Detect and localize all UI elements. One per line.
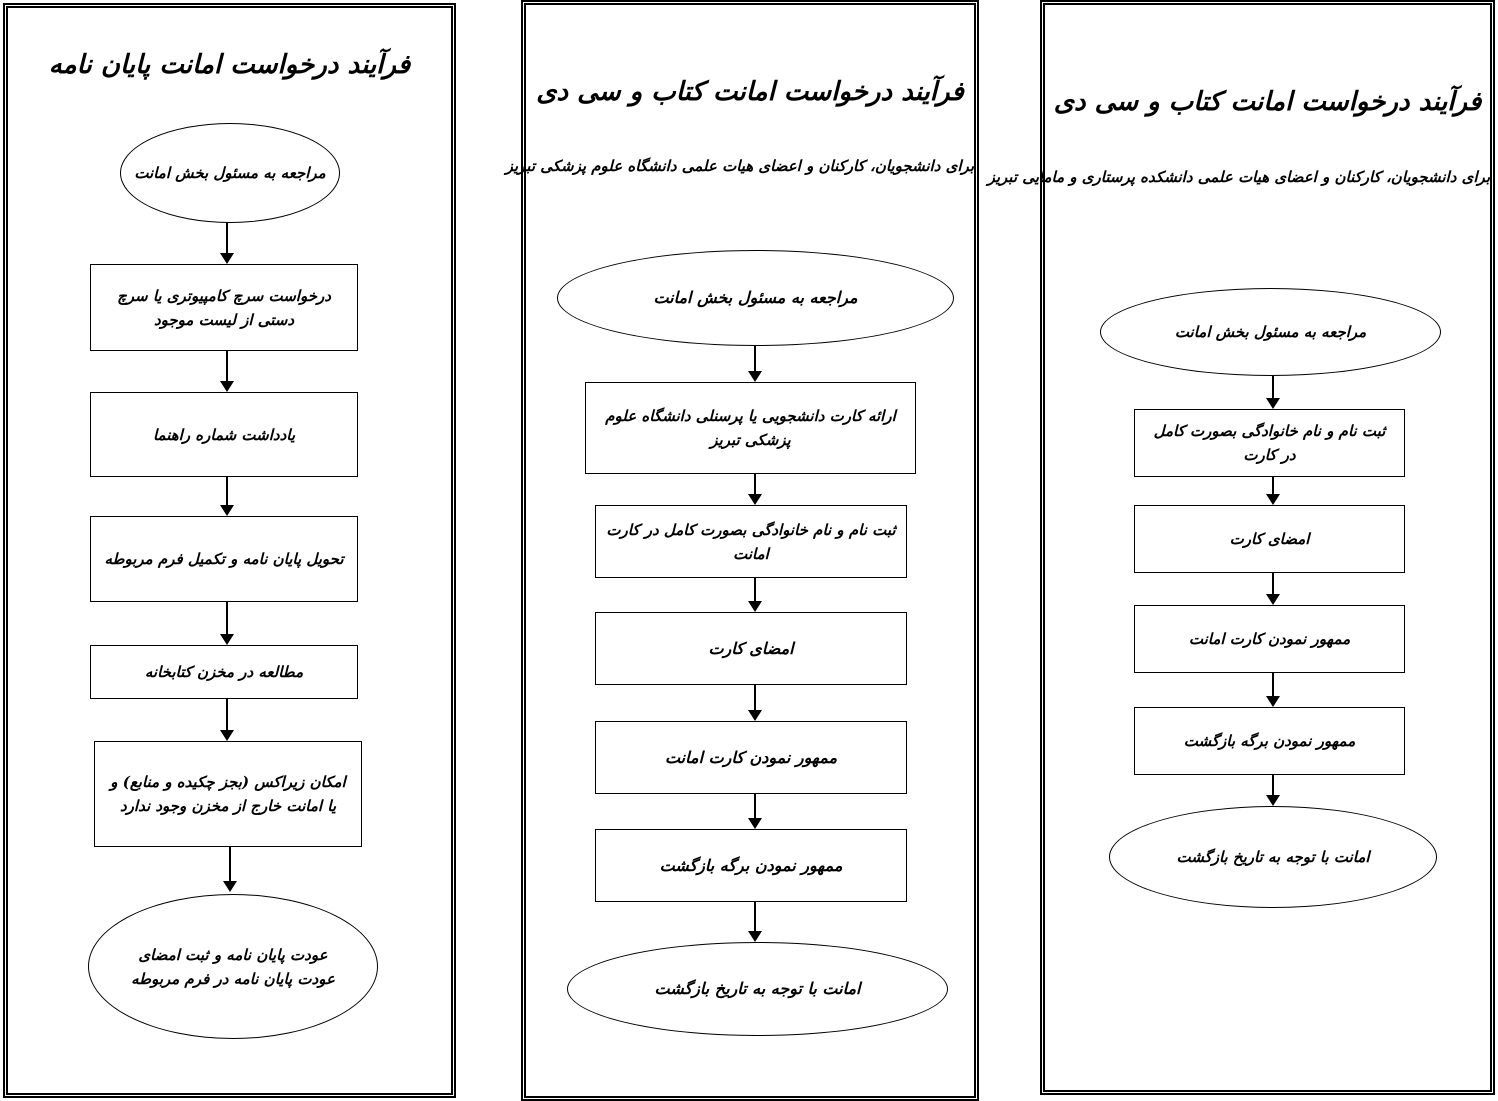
flow-node-step — [90, 264, 358, 351]
node-label: امانت با توجه به تاریخ بازگشت — [654, 979, 861, 999]
flow-arrow — [1266, 573, 1280, 605]
flow-node-start — [1100, 288, 1441, 376]
node-label: یادداشت شماره راهنما — [152, 425, 296, 444]
node-label: ممهور نمودن کارت امانت — [1188, 630, 1351, 648]
flow-arrow — [748, 474, 762, 505]
flow-node-end — [88, 894, 378, 1039]
panel-book-cd-loan-university — [505, 0, 979, 1101]
node-label: ارائه کارت دانشجویی یا پرسنلی دانشگاه علوم پزشکی تبریز — [605, 407, 896, 449]
flow-arrow — [748, 794, 762, 829]
flow-node-end — [567, 942, 948, 1036]
flow-arrow — [220, 477, 234, 516]
panel-title: فرآیند درخواست امانت کتاب و سی دی — [1053, 87, 1482, 117]
flow-node-step — [94, 741, 362, 847]
node-label: مراجعه به مسئول بخش امانت — [653, 288, 858, 308]
panel-thesis-loan — [3, 3, 456, 1098]
flow-arrow — [220, 699, 234, 741]
panel-subtitle: برای دانشجویان، کارکنان و اعضای هیات علمی دانشگاه علوم پزشکی تبریز — [505, 157, 974, 175]
node-label: تحویل پایان نامه و تکمیل فرم مربوطه — [104, 550, 344, 568]
node-label: مطالعه در مخزن کتابخانه — [144, 663, 304, 681]
flow-arrow — [748, 578, 762, 612]
flow-arrow — [1266, 477, 1280, 505]
panel-title: فرآیند درخواست امانت کتاب و سی دی — [536, 77, 964, 107]
flow-arrow — [1266, 775, 1280, 806]
flow-arrow — [220, 223, 234, 264]
flow-node-step — [595, 721, 907, 794]
node-label: امضای کارت — [708, 638, 794, 658]
node-label: مراجعه به مسئول بخش امانت — [1174, 323, 1367, 341]
flow-arrow — [1266, 673, 1280, 707]
flow-node-step — [1134, 409, 1405, 477]
flow-node-step — [90, 392, 358, 477]
flow-node-step — [595, 612, 907, 685]
node-label: ثبت نام و نام خانوادگی بصورت کامل در کارت امانت — [606, 520, 896, 563]
flow-node-end — [1109, 806, 1437, 908]
flow-arrow — [748, 685, 762, 721]
flow-node-step — [585, 382, 916, 474]
node-label: امانت با توجه به تاریخ بازگشت — [1176, 848, 1370, 866]
flow-arrow — [748, 902, 762, 942]
node-label: ثبت نام و نام خانوادگی بصورت کامل در کارت — [1153, 422, 1386, 464]
panel-subtitle: برای دانشجویان، کارکنان و اعضای هیات علمی دانشکده پرستاری و مامایی تبریز — [987, 168, 1490, 186]
flow-node-step — [595, 829, 907, 902]
node-label: ممهور نمودن کارت امانت — [664, 747, 838, 767]
flow-node-start — [120, 123, 340, 223]
flow-node-step — [595, 505, 907, 578]
flow-arrow — [220, 351, 234, 392]
flow-arrow — [223, 847, 237, 892]
flow-node-start — [557, 250, 954, 346]
flow-node-step — [1134, 505, 1405, 573]
flow-arrow — [748, 346, 762, 382]
node-label: ممهور نمودن برگه بازگشت — [1183, 732, 1356, 750]
node-label: مراجعه به مسئول بخش امانت — [134, 164, 326, 182]
flow-node-step — [1134, 605, 1405, 673]
flow-arrow — [1266, 376, 1280, 409]
flow-arrow — [220, 602, 234, 645]
flow-node-step — [90, 516, 358, 602]
node-label: درخواست سرچ کامپیوتری یا سرچ دستی از لیست موجود — [117, 286, 331, 329]
node-label: عودت پایان نامه و ثبت امضای عودت پایان نامه در فرم مربوطه — [131, 945, 335, 988]
node-label: امضای کارت — [1229, 530, 1310, 548]
panel-title: فرآیند درخواست امانت پایان نامه — [48, 50, 411, 80]
flow-node-step — [1134, 707, 1405, 775]
node-label: امکان زیراکس (بجز چکیده و منابع) و یا امانت خارج از مخزن وجود ندارد — [110, 773, 346, 815]
panel-book-cd-loan-nursing — [987, 0, 1495, 1095]
node-label: ممهور نمودن برگه بازگشت — [659, 855, 843, 875]
flow-node-step — [90, 645, 358, 699]
